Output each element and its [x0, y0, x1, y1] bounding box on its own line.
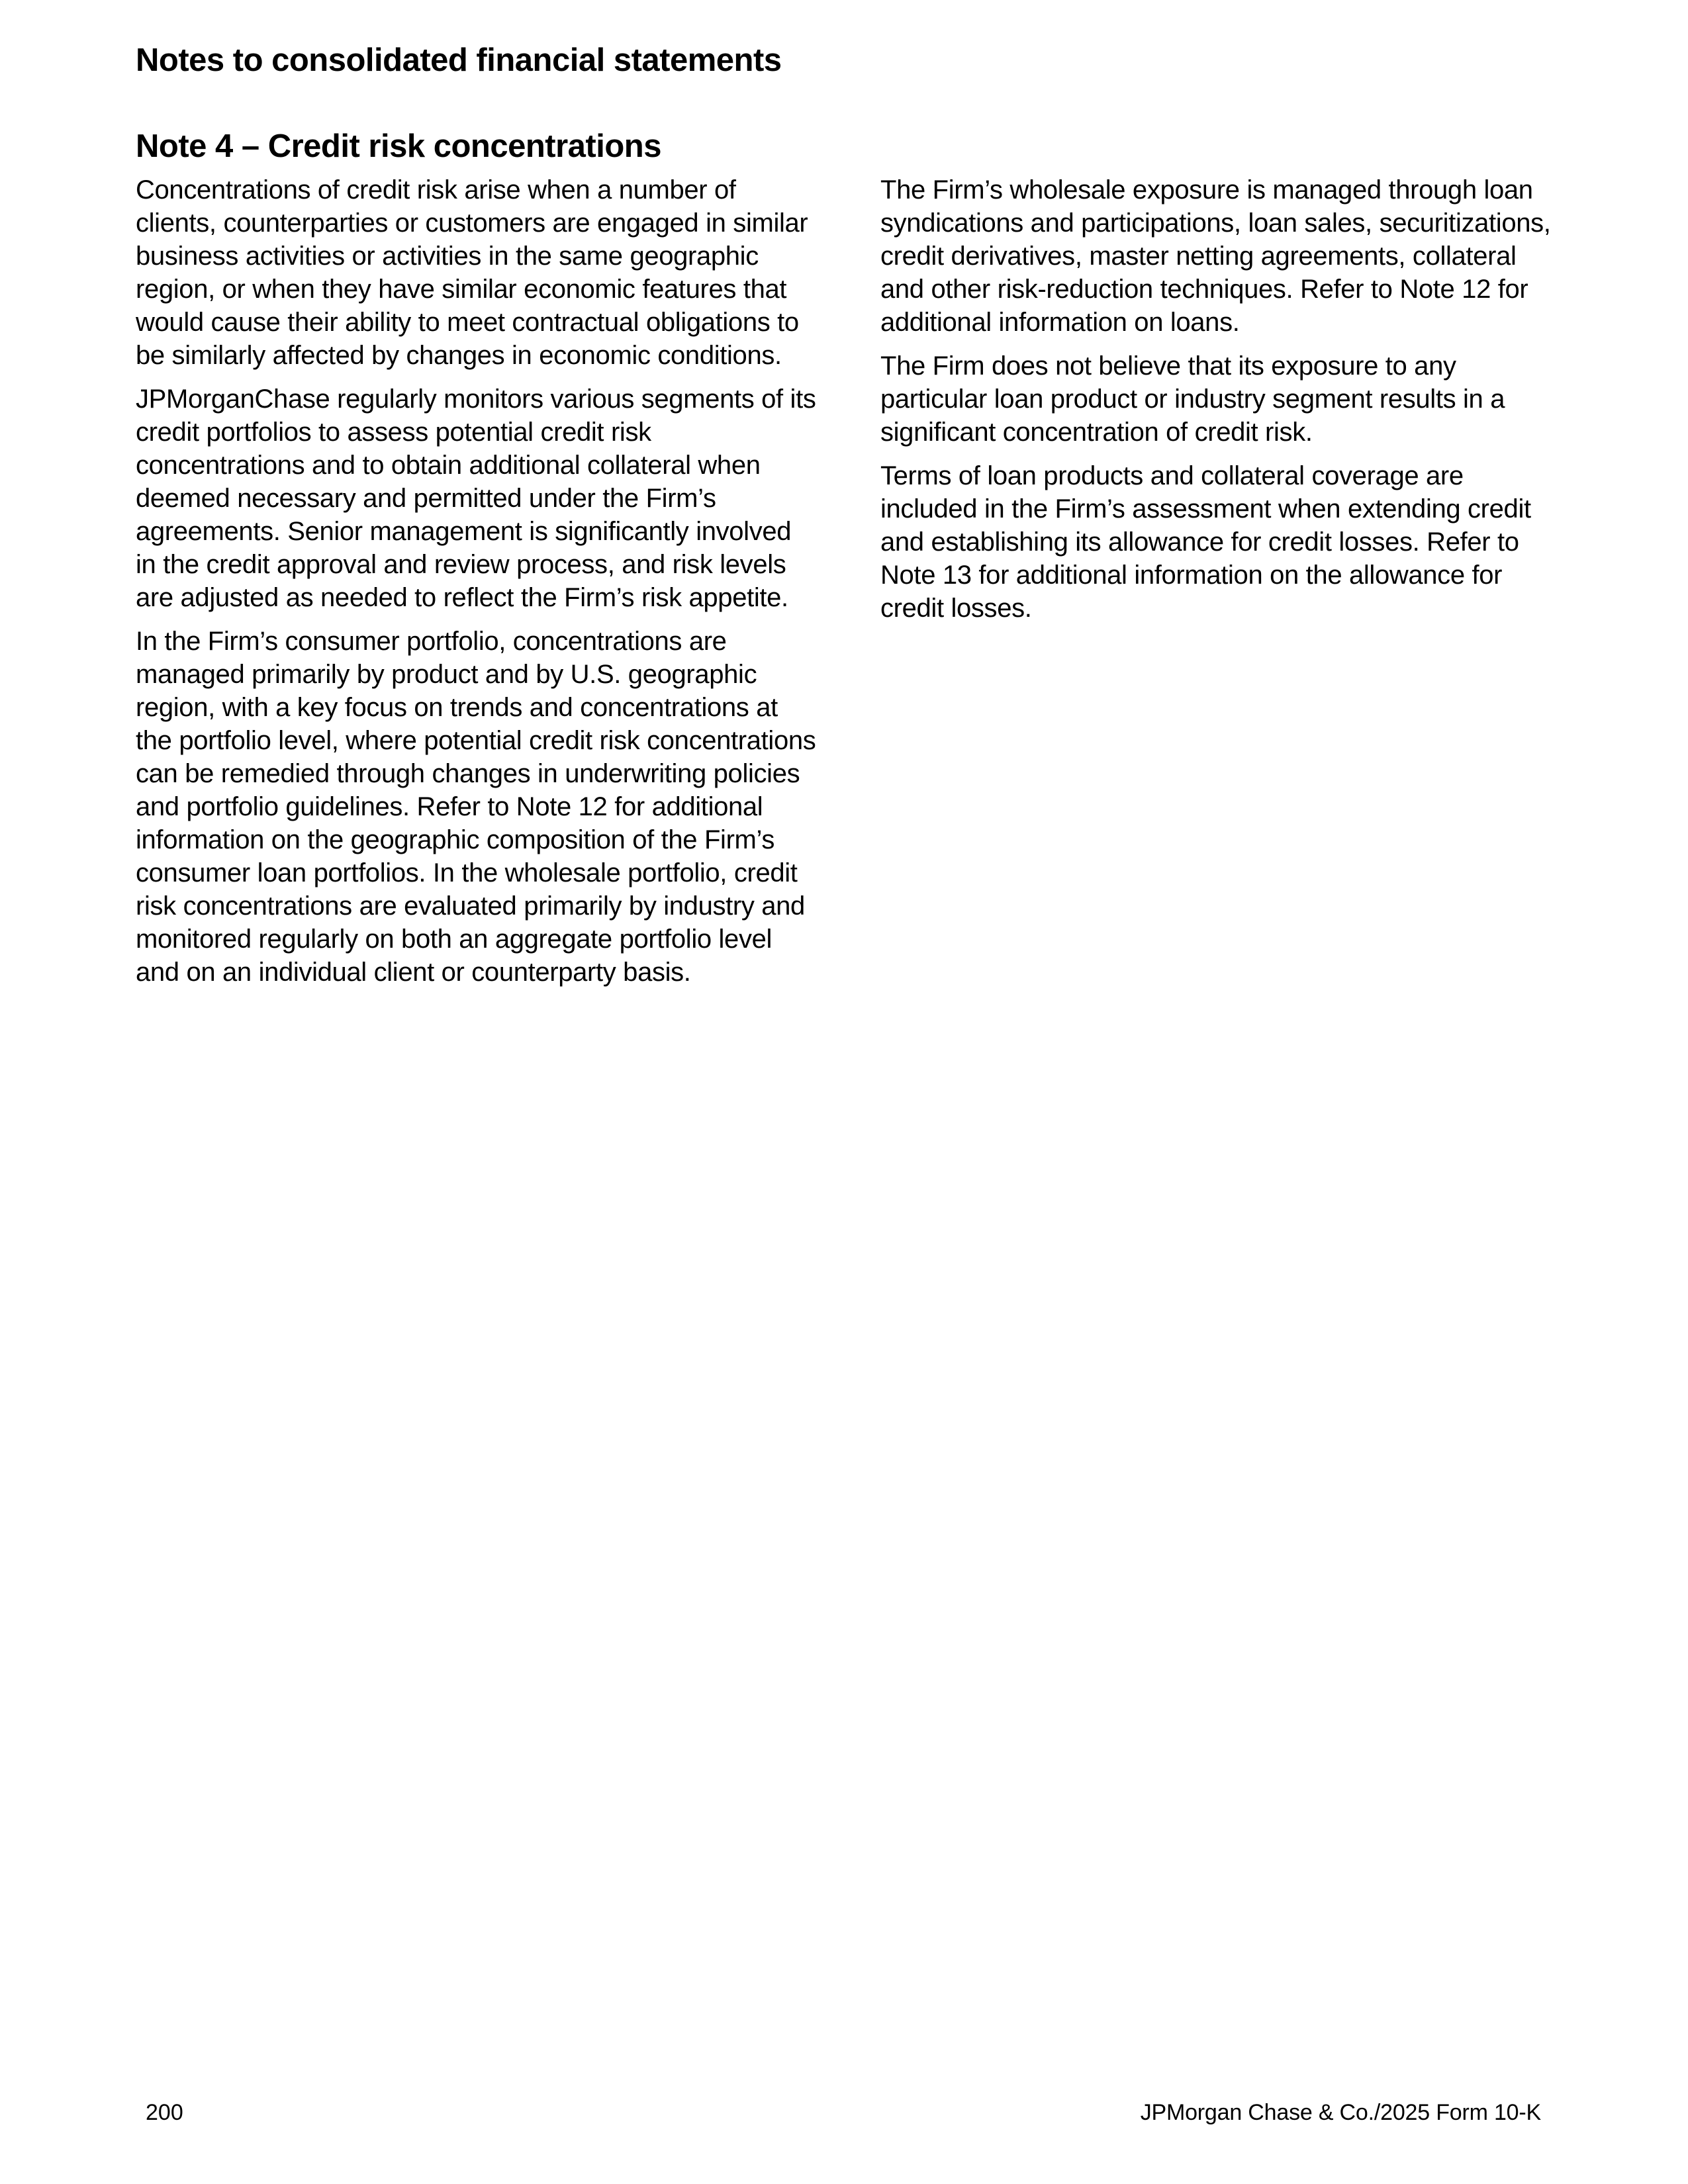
left-text-column — [136, 173, 818, 999]
right-text-column — [880, 173, 1562, 635]
paragraph-consumer-wholesale-portfolio: In the Firm’s consumer portfolio, concentrations are managed primarily by product and by U.S. geographic region, with a key focus on trends and concentrations at the portfolio level, where potential credit risk concentrations can be remedied through changes in underwriting policies and portfolio guidelines. Refer to Note 12 for additional information on the geographic composition of the Firm’s consumer loan portfolios. In the wholesale portfolio, credit risk concentrations are evaluated primarily by industry and monitored regularly on both an aggregate portfolio level and on an individual client or counterparty basis. — [136, 627, 816, 987]
note-title: Note 4 – Credit risk concentrations — [136, 128, 661, 164]
paragraph-monitoring: JPMorganChase regularly monitors various segments of its credit portfolios to assess potential credit risk concentrations and to obtain additional collateral when deemed necessary and permitted under the Firm’s agreements. Senior management is significantly involved in the credit approval and review process, and risk levels are adjusted as needed to reflect the Firm’s risk appetite. — [136, 385, 816, 612]
footer-document-source: JPMorgan Chase & Co./2025 Form 10-K — [1140, 2100, 1541, 2125]
paragraph-concentrations-definition: Concentrations of credit risk arise when a number of clients, counterparties or customers are engaged in similar business activities or activities in the same geographic region, or when they have similar economic features that would cause their ability to meet contractual obligations to be similarly affected by changes in economic conditions. — [136, 175, 808, 370]
page-header-title: Notes to consolidated financial statements — [136, 42, 782, 78]
paragraph-wholesale-exposure: The Firm’s wholesale exposure is managed through loan syndications and participations, loan sales, securitizations, credit derivatives, master netting agreements, collateral and other risk-reduction techniques. Refer to Note 12 for additional information on loans. — [880, 175, 1551, 337]
footer-page-number: 200 — [146, 2100, 183, 2125]
paragraph-no-significant-concentration: The Firm does not believe that its exposure to any particular loan product or industry segment results in a significant concentration of credit risk. — [880, 351, 1505, 447]
paragraph-loan-terms-allowance: Terms of loan products and collateral coverage are included in the Firm’s assessment when extending credit and establishing its allowance for credit losses. Refer to Note 13 for additional information on the allowance for credit losses. — [880, 461, 1531, 623]
